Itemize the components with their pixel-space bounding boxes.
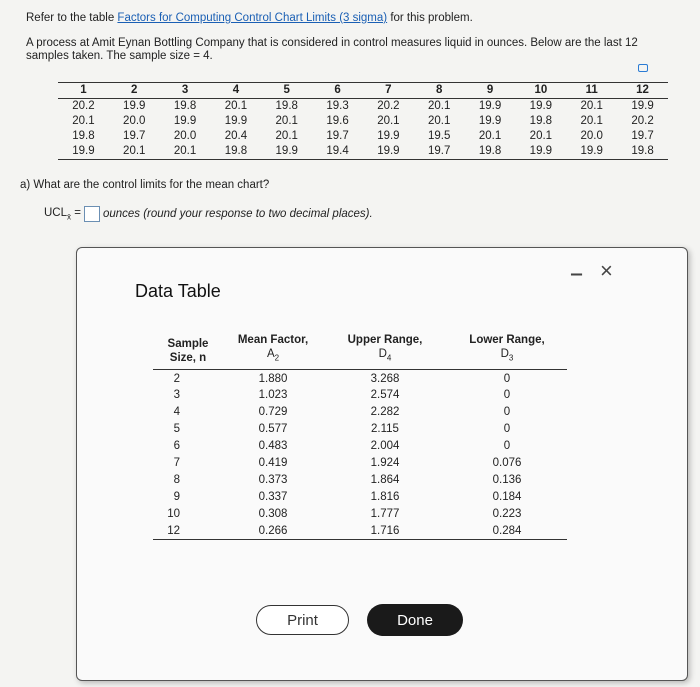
sample-cell: 20.2 bbox=[72, 100, 95, 112]
sample-header: 2 bbox=[131, 84, 138, 96]
factor-cell: 7 bbox=[173, 457, 180, 470]
sample-header: 10 bbox=[534, 84, 548, 96]
sample-cell: 19.9 bbox=[529, 100, 553, 112]
factor-cell: 1.816 bbox=[370, 491, 400, 504]
factor-cell: 0.136 bbox=[492, 474, 522, 487]
table-row bbox=[153, 506, 567, 523]
factor-cell: 1.880 bbox=[258, 372, 288, 385]
sample-cell: 19.3 bbox=[326, 100, 349, 112]
sample-cell: 19.9 bbox=[275, 145, 298, 157]
sample-cell: 19.7 bbox=[428, 145, 451, 157]
sample-cell: 20.1 bbox=[529, 130, 553, 142]
dialog-title: Data Table bbox=[135, 281, 221, 301]
factor-cell: 1.716 bbox=[370, 525, 400, 538]
sample-cell: 20.1 bbox=[478, 130, 502, 142]
factor-cell: 2 bbox=[173, 372, 180, 385]
factor-cell: 3 bbox=[173, 389, 180, 402]
table-row bbox=[58, 114, 668, 129]
table-row bbox=[153, 455, 567, 472]
sample-cell: 19.9 bbox=[529, 145, 553, 157]
factor-cell: 6 bbox=[173, 440, 180, 453]
minimize-icon[interactable]: ‒ bbox=[571, 263, 583, 285]
factor-cell: 2.004 bbox=[370, 440, 400, 453]
sample-cell: 19.8 bbox=[224, 145, 248, 157]
sample-cell: 20.1 bbox=[580, 100, 603, 112]
table-row bbox=[153, 387, 567, 404]
sample-cell: 20.1 bbox=[275, 130, 298, 142]
sample-cell: 19.8 bbox=[275, 100, 298, 112]
table-row bbox=[153, 438, 567, 455]
factor-cell: 2.115 bbox=[371, 423, 399, 436]
sample-cell: 20.2 bbox=[377, 100, 400, 112]
factor-cell: 0.729 bbox=[258, 406, 288, 419]
sample-header: 7 bbox=[385, 84, 392, 96]
sample-cell: 19.9 bbox=[173, 115, 197, 127]
sample-header: 11 bbox=[585, 84, 598, 96]
table-row bbox=[58, 144, 668, 160]
sample-cell: 20.4 bbox=[224, 130, 248, 142]
print-button[interactable]: Print bbox=[256, 605, 349, 635]
ucl-units: ounces (round your response to two decimal places). bbox=[102, 208, 373, 220]
table-row bbox=[58, 99, 668, 115]
factor-cell: 0 bbox=[503, 440, 511, 453]
ucl-row bbox=[44, 206, 373, 222]
sample-cell: 20.1 bbox=[377, 115, 400, 127]
factor-cell: 0 bbox=[503, 406, 511, 419]
sample-cell: 19.4 bbox=[326, 145, 349, 157]
sample-cell: 20.1 bbox=[428, 100, 451, 112]
sample-cell: 19.8 bbox=[478, 145, 502, 157]
sample-cell: 19.9 bbox=[72, 145, 95, 157]
factor-cell: 0.184 bbox=[492, 491, 522, 504]
sample-cell: 20.1 bbox=[428, 115, 451, 127]
factor-cell: 0.266 bbox=[258, 525, 288, 538]
factor-cell: 3.268 bbox=[370, 372, 400, 385]
sample-header: 3 bbox=[181, 84, 189, 96]
factor-cell: 0.076 bbox=[492, 457, 522, 470]
factor-cell: 1.777 bbox=[370, 508, 400, 521]
factor-header: Mean Factor, $A_2$ bbox=[237, 334, 309, 363]
sample-cell: 19.9 bbox=[123, 100, 146, 112]
control-chart-factors-table bbox=[153, 333, 567, 540]
sample-header: 5 bbox=[283, 84, 290, 96]
sample-header: 9 bbox=[486, 84, 494, 96]
sample-header: 8 bbox=[436, 84, 443, 96]
ucl-answer-input[interactable] bbox=[84, 206, 100, 222]
sample-cell: 19.7 bbox=[631, 130, 654, 142]
factor-cell: 0.373 bbox=[258, 474, 288, 487]
sample-cell: 19.5 bbox=[428, 130, 451, 142]
factor-cell: 0 bbox=[503, 389, 511, 402]
table-row bbox=[153, 421, 567, 438]
sample-cell: 19.9 bbox=[377, 145, 400, 157]
factor-cell: 9 bbox=[173, 491, 180, 504]
factor-cell: 0 bbox=[503, 423, 511, 436]
factor-cell: 2.282 bbox=[370, 406, 400, 419]
sample-cell: 19.9 bbox=[377, 130, 400, 142]
ucl-label: $UCL_{x̄}$ = bbox=[44, 206, 81, 222]
factor-cell: 10 bbox=[167, 508, 180, 521]
sample-cell: 19.9 bbox=[478, 115, 502, 127]
sample-cell: 20.1 bbox=[224, 100, 248, 112]
intro-text: Refer to the table Factors for Computing Control Chart Limits (3 sigma) for this problem. bbox=[26, 12, 473, 24]
table-row bbox=[58, 129, 668, 144]
sample-cell: 20.0 bbox=[173, 130, 197, 142]
sample-cell: 20.1 bbox=[123, 145, 146, 157]
sample-cell: 19.8 bbox=[72, 130, 95, 142]
factors-table-link[interactable]: Factors for Computing Control Chart Limits (3 sigma) bbox=[117, 12, 388, 24]
sample-cell: 19.9 bbox=[580, 145, 603, 157]
factor-cell: 0.483 bbox=[258, 440, 288, 453]
done-button[interactable]: Done bbox=[367, 604, 463, 636]
sample-cell: 20.2 bbox=[631, 115, 654, 127]
sample-header: 6 bbox=[334, 84, 341, 96]
sample-cell: 19.8 bbox=[173, 100, 197, 112]
sample-cell: 19.9 bbox=[478, 100, 502, 112]
table-row bbox=[153, 404, 567, 421]
data-table-dialog bbox=[76, 247, 688, 681]
table-row bbox=[153, 370, 567, 387]
sample-cell: 20.1 bbox=[580, 115, 603, 127]
sample-header: 4 bbox=[232, 84, 240, 96]
samples-table bbox=[58, 82, 668, 160]
factor-header: Upper Range, $D_4$ bbox=[347, 334, 423, 363]
problem-statement: A process at Amit Eynan Bottling Company that is considered in control measures liquid in ounces. Below are the last 12 samples taken. The sample size = 4. bbox=[26, 37, 638, 62]
table-row bbox=[153, 472, 567, 489]
sample-cell: 19.8 bbox=[631, 145, 654, 157]
sample-cell: 20.0 bbox=[580, 130, 603, 142]
factor-cell: 1.864 bbox=[370, 474, 400, 487]
table-row bbox=[153, 523, 567, 540]
question-a: a) What are the control limits for the mean chart? bbox=[20, 179, 270, 191]
sample-cell: 19.9 bbox=[224, 115, 248, 127]
sample-cell: 20.0 bbox=[123, 115, 146, 127]
sample-cell: 19.7 bbox=[123, 130, 146, 142]
factor-cell: 4 bbox=[173, 406, 180, 419]
sample-cell: 20.1 bbox=[275, 115, 298, 127]
sample-cell: 19.6 bbox=[326, 115, 349, 127]
factor-cell: 0.308 bbox=[258, 508, 288, 521]
factor-cell: 0.577 bbox=[258, 423, 288, 436]
sample-cell: 20.1 bbox=[173, 145, 197, 157]
sample-cell: 19.8 bbox=[529, 115, 553, 127]
factor-cell: 1.924 bbox=[370, 457, 400, 470]
sample-cell: 19.7 bbox=[326, 130, 349, 142]
factor-cell: 8 bbox=[173, 474, 180, 487]
table-copy-icon[interactable] bbox=[638, 64, 648, 72]
factor-cell: 0.223 bbox=[492, 508, 522, 521]
factor-cell: 0 bbox=[503, 372, 511, 385]
factor-cell: 0.419 bbox=[258, 457, 288, 470]
sample-cell: 19.9 bbox=[631, 100, 654, 112]
factor-cell: 12 bbox=[167, 525, 180, 538]
factor-cell: 0.337 bbox=[258, 491, 288, 504]
factor-cell: 2.574 bbox=[370, 389, 400, 402]
factor-header: Sample Size, n bbox=[167, 338, 209, 365]
close-icon[interactable]: × bbox=[600, 258, 613, 283]
factor-cell: 1.023 bbox=[258, 389, 288, 402]
sample-header: 1 bbox=[80, 84, 87, 96]
table-row bbox=[153, 489, 567, 506]
sample-cell: 20.1 bbox=[72, 115, 95, 127]
factor-cell: 0.284 bbox=[492, 525, 522, 538]
factor-header: Lower Range, $D_3$ bbox=[469, 334, 545, 363]
factor-cell: 5 bbox=[173, 423, 180, 436]
sample-header: 12 bbox=[636, 84, 649, 96]
